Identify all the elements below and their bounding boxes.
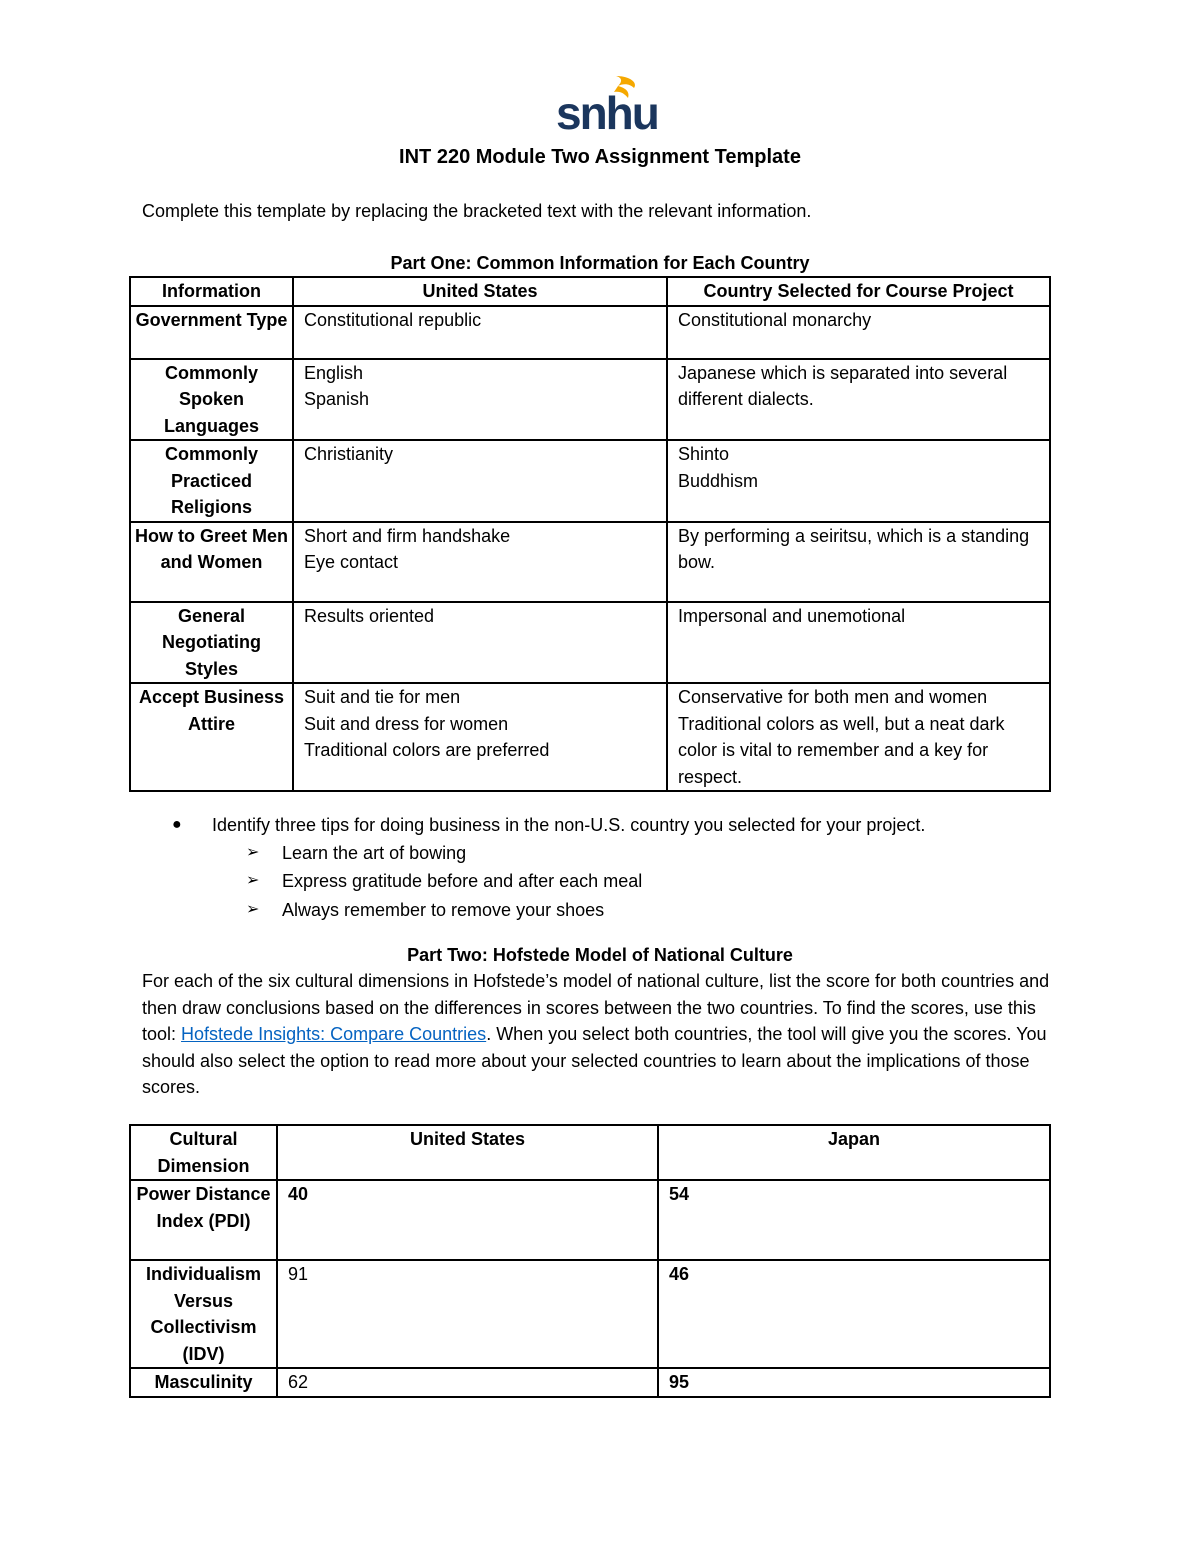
row-label: Commonly Spoken Languages xyxy=(130,359,293,441)
us-cell: Christianity xyxy=(293,440,667,522)
header-selected-country: Country Selected for Course Project xyxy=(667,277,1050,306)
arrow-bullet-icon: ➢ xyxy=(246,901,260,918)
hofstede-link[interactable]: Hofstede Insights: Compare Countries xyxy=(181,1024,487,1044)
table-row xyxy=(130,683,1050,791)
dimension-label: Power Distance Index (PDI) xyxy=(130,1180,277,1260)
table-row xyxy=(130,440,1050,522)
part-one-table xyxy=(129,276,1051,792)
us-cell: Short and firm handshake Eye contact xyxy=(293,522,667,602)
selected-country-cell: Shinto Buddhism xyxy=(667,440,1050,522)
selected-country-cell: Conservative for both men and women Traditional colors as well, but a neat dark color is vital to remember and a key for respect. xyxy=(667,683,1050,791)
arrow-bullet-icon: ➢ xyxy=(246,844,260,861)
header-united-states: United States xyxy=(293,277,667,306)
document-title: INT 220 Module Two Assignment Template xyxy=(399,146,801,168)
row-label: Government Type xyxy=(130,306,293,359)
header-japan: Japan xyxy=(658,1125,1050,1180)
tips-prompt: Identify three tips for doing business in the non-U.S. country you selected for your project. xyxy=(212,815,926,835)
row-label: Accept Business Attire xyxy=(130,683,293,791)
dimension-label: Individualism Versus Collectivism (IDV) xyxy=(130,1260,277,1368)
table-row xyxy=(130,522,1050,602)
bullet-icon: ● xyxy=(172,816,182,833)
svg-text:snhu: snhu xyxy=(556,87,658,139)
table-row xyxy=(130,359,1050,441)
selected-country-cell: By performing a seiritsu, which is a standing bow. xyxy=(667,522,1050,602)
row-label: General Negotiating Styles xyxy=(130,602,293,684)
us-score: 91 xyxy=(277,1260,658,1368)
header-united-states: United States xyxy=(277,1125,658,1180)
table-header-row xyxy=(130,1125,1050,1180)
selected-country-cell: Constitutional monarchy xyxy=(667,306,1050,359)
snhu-logo xyxy=(554,74,658,139)
us-cell: Constitutional republic xyxy=(293,306,667,359)
us-cell: Results oriented xyxy=(293,602,667,684)
table-row xyxy=(130,306,1050,359)
table-row xyxy=(130,602,1050,684)
us-score: 40 xyxy=(277,1180,658,1260)
dimension-label: Masculinity xyxy=(130,1368,277,1397)
part-one-heading: Part One: Common Information for Each Country xyxy=(390,253,810,273)
list-item: Always remember to remove your shoes xyxy=(282,900,605,920)
row-label: Commonly Practiced Religions xyxy=(130,440,293,522)
selected-country-cell: Japanese which is separated into several different dialects. xyxy=(667,359,1050,441)
japan-score: 54 xyxy=(658,1180,1050,1260)
part-two-instructions: For each of the six cultural dimensions in Hofstede’s model of national culture, list the score for both countries and then draw conclusions based on the differences in scores between the two countries. To find the scores, use this tool: Hofstede Insights: Compare Countries. When you select both countries, the tool will give you the scores. You should also select the option to read more about your selected countries to learn about the implications of those scores. xyxy=(142,971,1050,1097)
header-cultural-dimension: Cultural Dimension xyxy=(130,1125,277,1180)
arrow-bullet-icon: ➢ xyxy=(246,872,260,889)
table-header-row xyxy=(130,277,1050,306)
japan-score: 46 xyxy=(658,1260,1050,1368)
table-row xyxy=(130,1368,1050,1397)
table-row xyxy=(130,1180,1050,1260)
row-label: How to Greet Men and Women xyxy=(130,522,293,602)
header-information: Information xyxy=(130,277,293,306)
japan-score: 95 xyxy=(658,1368,1050,1397)
selected-country-cell: Impersonal and unemotional xyxy=(667,602,1050,684)
part-two-heading: Part Two: Hofstede Model of National Culture xyxy=(407,945,793,965)
intro-text: Complete this template by replacing the bracketed text with the relevant information. xyxy=(142,201,812,221)
us-cell: English Spanish xyxy=(293,359,667,441)
table-row xyxy=(130,1260,1050,1368)
hofstede-table xyxy=(129,1124,1051,1398)
us-cell: Suit and tie for men Suit and dress for women Traditional colors are preferred xyxy=(293,683,667,791)
us-score: 62 xyxy=(277,1368,658,1397)
list-item: Express gratitude before and after each meal xyxy=(282,871,643,891)
list-item: Learn the art of bowing xyxy=(282,843,467,863)
